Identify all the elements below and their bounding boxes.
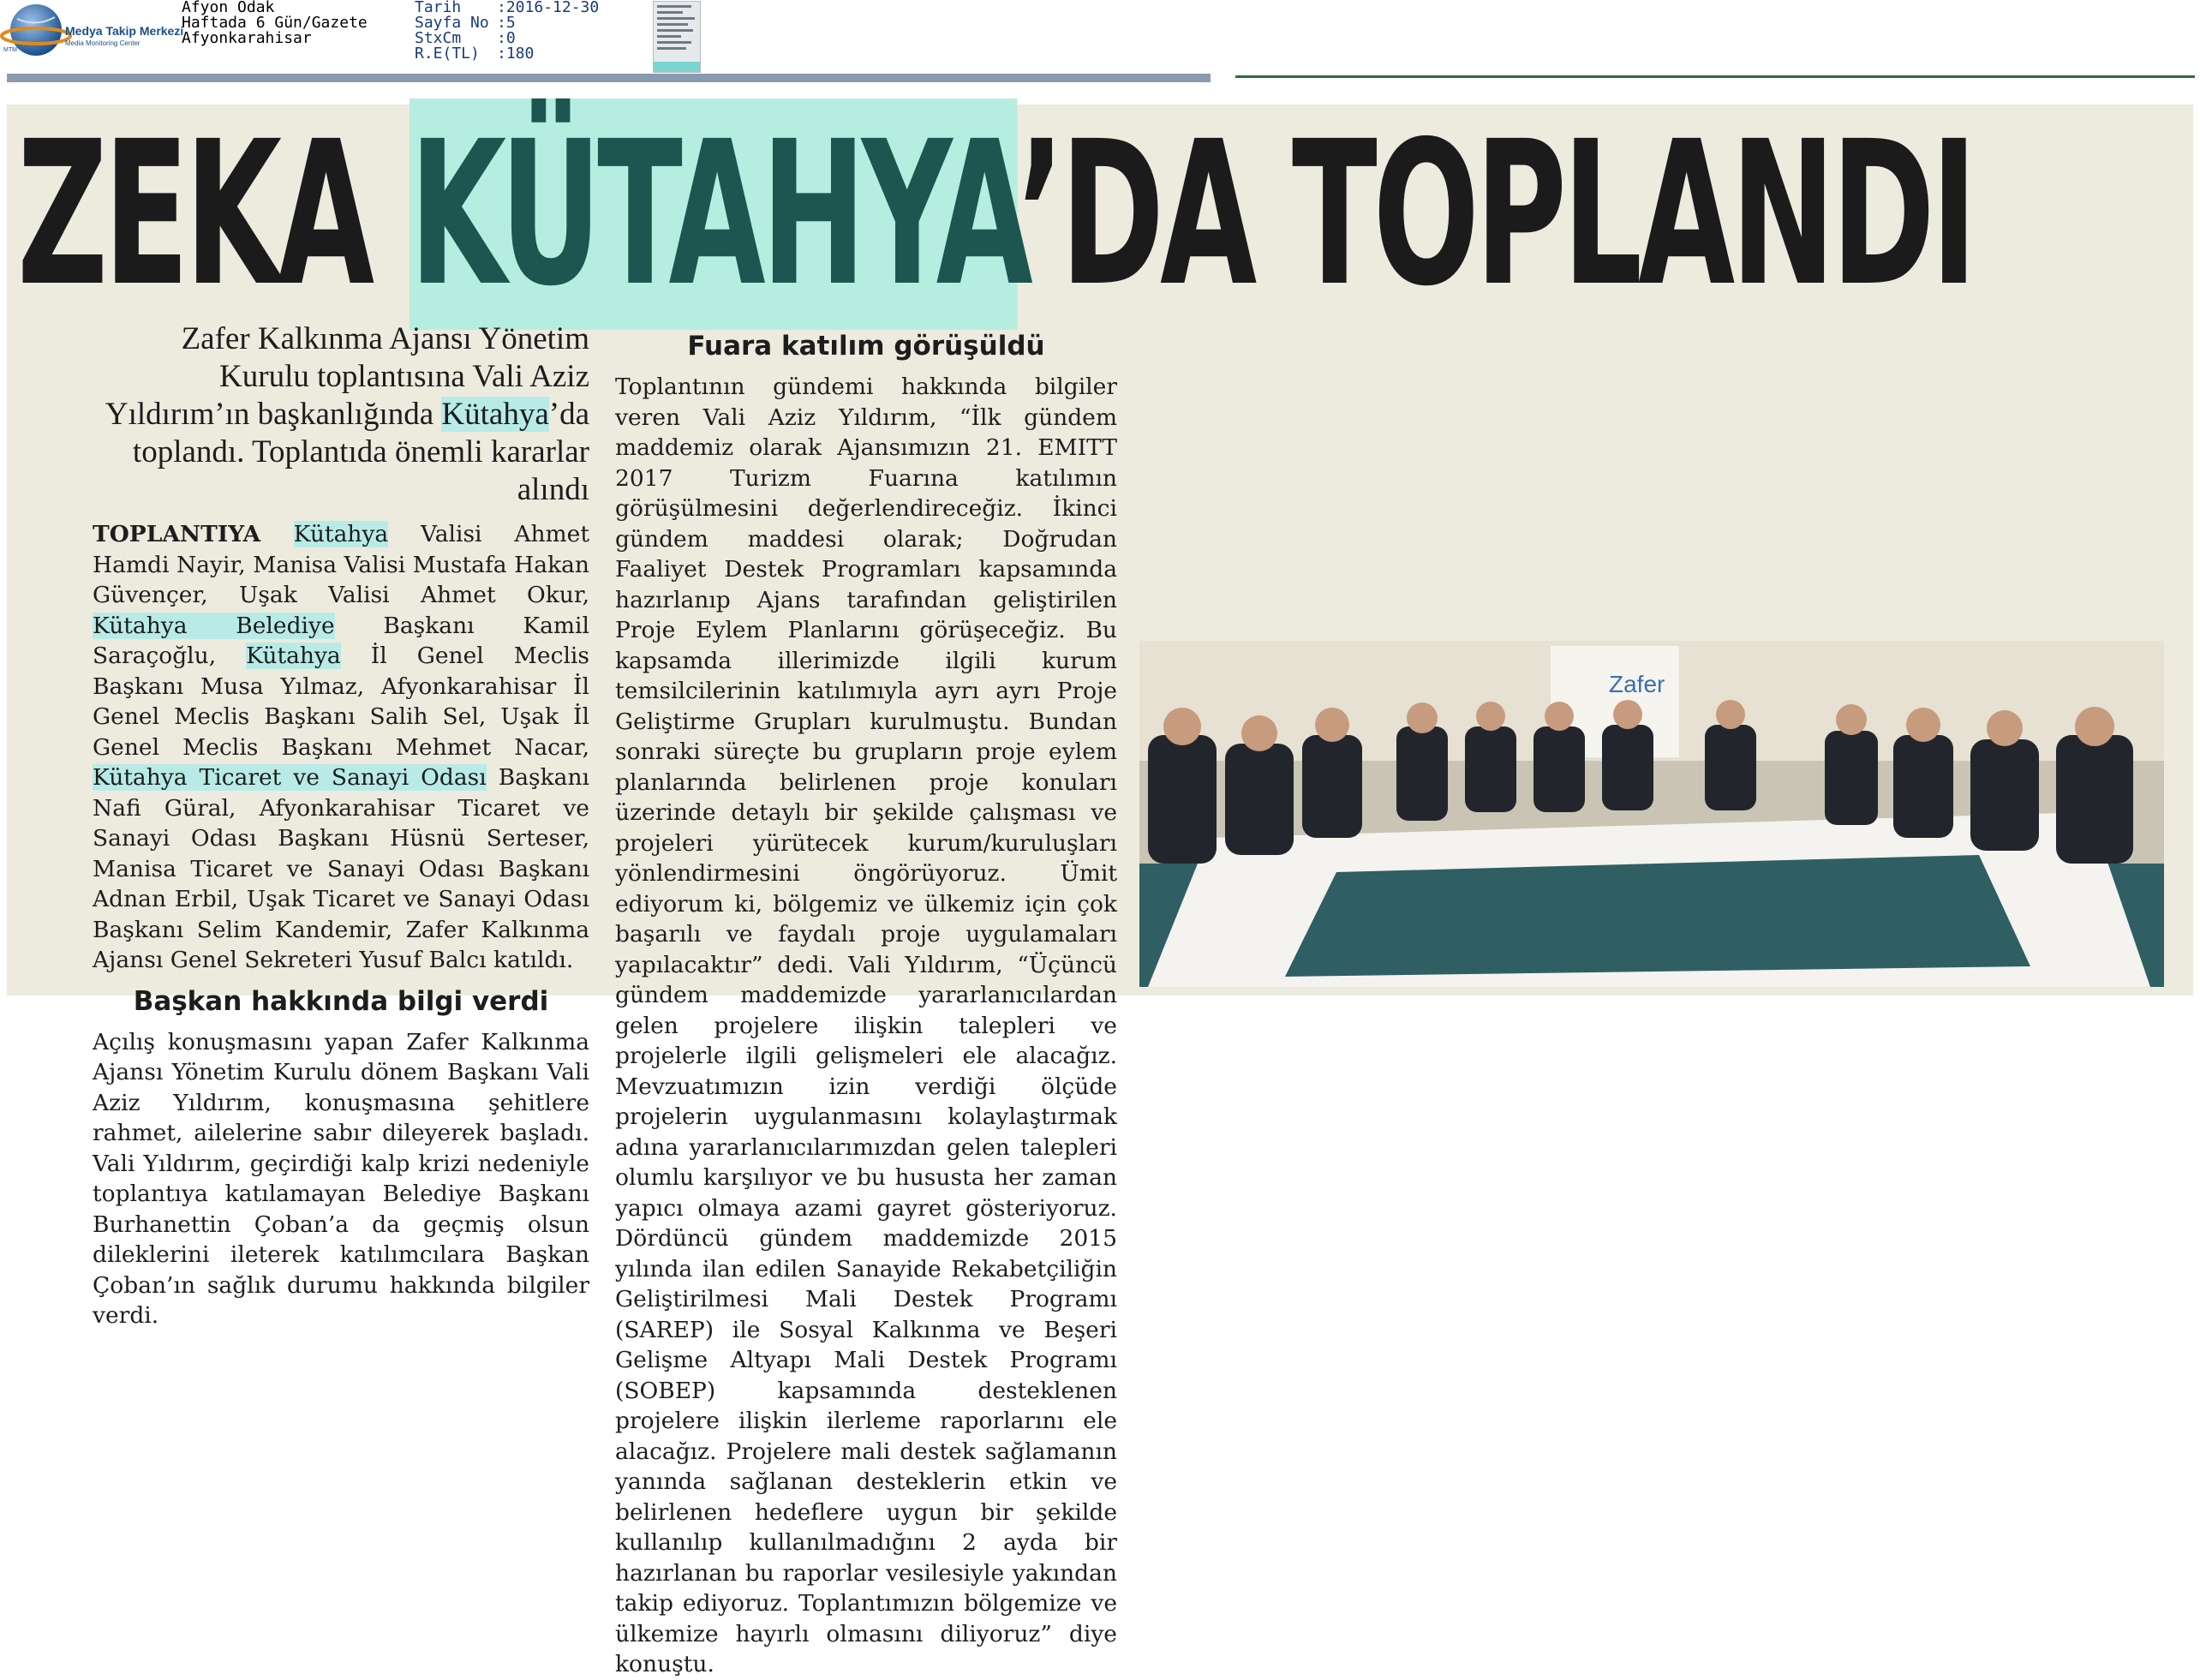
article-paragraph: Toplantının gündemi hakkında bilgiler veren Vali Aziz Yıldırım, “İlk gündem maddemiz olarak Ajansımızın 21. EMITT 2017 Turizm Fuarına katılımın görüşülmesini değerlendireceğiz. İkinci gündem maddesi olarak; Doğrudan Faaliyet Destek Programları kapsamında hazırlanıp Ajans tarafından geliştirilen Proje Eylem Planlarını görüşeceğiz. Bu kapsamda illerimizde ilgili kurum temsilcilerinin katılımıyla ayrı ayrı Proje Geliştirme Grupları kurulmuştu. Bundan sonraki süreçte bu grupların proje eylem planlarında belirlenen proje konuları üzerinde detaylı bir şekilde çalışması ve projeleri yürütecek kurum/kuruluşları yönlendirmesini öngörüyoruz. Ümit ediyorum ki, bölgemiz ve ülkemiz için çok başarılı ve faydalı proje uygulamaları yapılacaktır” dedi. Vali Yıldırım, “Üçüncü gündem maddemizde yararlanıcılardan gelen projelere ilişkin talepleri ve projelerle ilgili gelişmeleri ele alacağız. Mevzuatımızın izin verdiği ölçüde projelerin uygulanmasını kolaylaştırmak adına yararlanıcılarımızdan gelen talepleri olumlu karşılıyor ve bu hususta her zaman yapıcı olmaya azami gayret gösteriyoruz. Dördüncü gündem maddemizde 2015 yılında ilan edilen Sanayide Rekabetçiliğin Geliştirilmesi Mali Destek Programı (SAREP) ile Sosyal Kalkınma ve Beşeri Gelişme Altyapı Mali Destek Programı (SOBEP) kapsamında desteklenen projelere ilişkin ilerleme raporlarını ele alacağız. Projelere mali destek sağlamanın yanında sağlanan desteklerin etkin ve belirlenen hedeflere uygun bir şekilde kullanılıp kullanılmadığını 2 ayda bir hazırlanan bu raporlar vesilesiyle yakından takip ediyoruz. Toplantımızın bölgemize ve ülkemize hayırlı olmasını diliyoruz” diye konuştu.	[615, 374, 1117, 1677]
headline-part: ZEKA	[17, 99, 410, 330]
paragraph-keyword: TOPLANTIYA	[93, 521, 294, 547]
meta-value: :180	[497, 45, 535, 63]
article-headline	[17, 99, 1974, 330]
logo-title: Medya Takip Merkezi	[65, 24, 184, 38]
paragraph-text: Valisi Ahmet Hamdi Nayir, Manisa Valisi Mustafa Hakan Güvençer, Uşak Valisi Ahmet Okur,	[93, 521, 589, 608]
page-thumbnail[interactable]	[653, 1, 701, 73]
clipping-header	[0, 0, 2200, 82]
newspaper-clipping	[7, 99, 2193, 1677]
headline-part: ’DA TOPLANDI	[1017, 99, 1974, 330]
highlight: Kütahya Ticaret ve Sanayi Odası	[93, 764, 487, 791]
highlight: Kütahya	[246, 643, 341, 669]
paragraph-text: İl Genel Meclis Başkanı Musa Yılmaz, Afyonkarahisar İl Genel Meclis Başkanı Salih Sel, Uşak İl Genel Meclis Başkanı Mehmet Nacar,	[93, 643, 589, 761]
article-paragraph	[93, 519, 589, 976]
paragraph-text: Başkanı Nafi Güral, Afyonkarahisar Ticaret ve Sanayi Odası Başkanı Hüsnü Serteser, Manisa Ticaret ve Sanayi Odası Başkanı Adnan Erbil, Uşak Ticaret ve Sanayi Odası Başkanı Selim Kandemir, Zafer Kalkınma Ajansı Genel Sekreteri Yusuf Balcı katıldı.	[93, 764, 589, 973]
meta-label: Tarih	[415, 0, 462, 16]
header-divider-right	[1235, 75, 2195, 78]
photo-banner-text: Zafer	[1609, 671, 1665, 697]
article-lead	[93, 320, 589, 509]
article-column-1	[93, 320, 589, 1331]
article-paragraph: Açılış konuşmasını yapan Zafer Kalkınma Ajansı Yönetim Kurulu dönem Başkanı Vali Aziz Yıldırım, konuşmasına şehitlere rahmet, ailelerine sabır dileyerek başladı. Vali Yıldırım, geçirdiği kalp krizi nedeniyle toplantıya katılamayan Belediye Başkanı Burhanettin Çoban’a da geçmiş olsun dileklerini ileterek katılımcılara Başkan Çoban’ın sağlık durumu hakkında bilgiler verdi.	[93, 1028, 589, 1329]
lead-text: Zafer Kalkınma Ajansı Yönetim Kurulu toplantısına Vali Aziz Yıldırım’ın başkanlığında	[105, 321, 589, 432]
meta-label: Sayfa No	[415, 14, 489, 32]
meta-value: :2016-12-30	[497, 0, 600, 16]
clipping-meta	[415, 0, 599, 62]
highlight: Kütahya Belediye	[93, 612, 335, 639]
logo	[2, 2, 184, 62]
header-divider-left	[7, 74, 1211, 82]
highlight: Kütahya	[293, 521, 389, 547]
svg-text:MTM: MTM	[3, 47, 17, 53]
subheading: Fuara katılım görüşüldü	[687, 331, 1045, 362]
meta-label: StxCm	[415, 29, 462, 47]
meta-label: R.E(TL)	[415, 45, 480, 63]
highlight: Kütahya	[441, 397, 549, 432]
meta-value: :5	[497, 14, 516, 32]
lead-text: ’da toplandı. Toplantıda önemli kararlar alındı	[132, 397, 589, 507]
publication-city: Afyonkarahisar	[182, 29, 312, 47]
publication-frequency: Haftada 6 Gün/Gazete	[182, 14, 368, 32]
publication-name: Afyon Odak	[182, 0, 275, 16]
article-column-2	[615, 320, 1117, 1680]
publication-info	[182, 0, 368, 46]
meeting-photo	[1139, 641, 2164, 987]
meta-row	[415, 46, 599, 62]
headline-highlight: KÜTAHYA	[409, 99, 1018, 330]
subheading: Başkan hakkında bilgi verdi	[133, 985, 549, 1017]
paragraph-text: Başkanı Kamil Saraçoğlu,	[93, 612, 589, 669]
logo-subtitle: Media Monitoring Center	[65, 39, 140, 47]
meta-value: :0	[497, 29, 516, 47]
